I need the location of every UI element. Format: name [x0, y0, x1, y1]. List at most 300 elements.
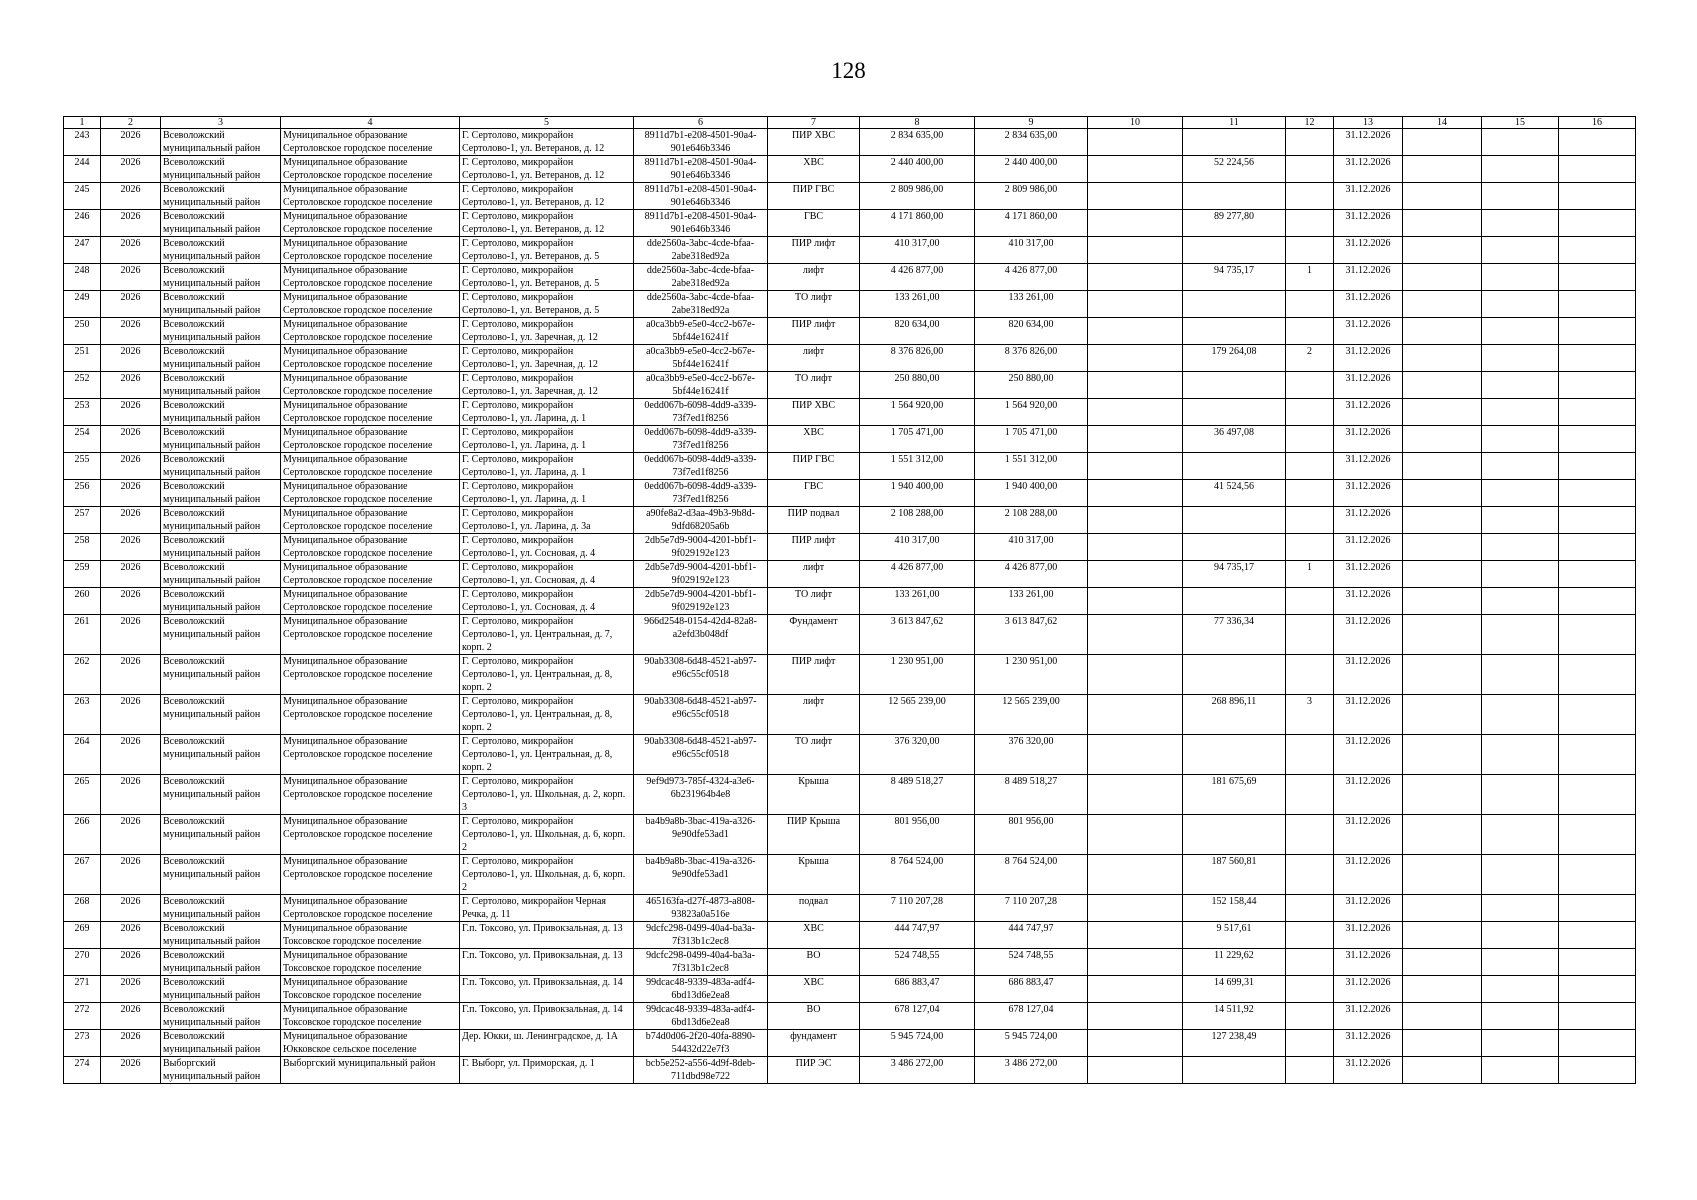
- work-type-cell: ПИР подвал: [768, 507, 860, 534]
- work-type-cell: ХВС: [768, 922, 860, 949]
- municipality-cell: Муниципальное образование Токсовское городское поселение: [281, 949, 460, 976]
- amount-cell: 524 748,55: [860, 949, 975, 976]
- table-row: [64, 534, 1636, 561]
- col11-cell: [1183, 237, 1286, 264]
- col14-cell: [1403, 129, 1482, 156]
- year-cell: 2026: [101, 922, 161, 949]
- amount-total-cell: 801 956,00: [975, 815, 1088, 855]
- table-row: [64, 922, 1636, 949]
- table-row: [64, 426, 1636, 453]
- municipality-cell: Муниципальное образование Сертоловское городское поселение: [281, 855, 460, 895]
- col14-cell: [1403, 183, 1482, 210]
- municipality-cell: Муниципальное образование Сертоловское городское поселение: [281, 775, 460, 815]
- header-cell-13: 13: [1334, 117, 1403, 129]
- amount-total-cell: 4 426 877,00: [975, 264, 1088, 291]
- amount-cell: 1 551 312,00: [860, 453, 975, 480]
- col12-cell: 3: [1286, 695, 1334, 735]
- col10-cell: [1088, 815, 1183, 855]
- year-cell: 2026: [101, 735, 161, 775]
- guid-cell: 8911d7b1-e208-4501-90a4-901e646b3346: [634, 129, 768, 156]
- col15-cell: [1482, 695, 1559, 735]
- col14-cell: [1403, 318, 1482, 345]
- row-number-cell: 247: [64, 237, 101, 264]
- col11-cell: [1183, 129, 1286, 156]
- col16-cell: [1559, 426, 1636, 453]
- municipality-cell: Муниципальное образование Сертоловское городское поселение: [281, 895, 460, 922]
- municipality-cell: Муниципальное образование Юкковское сельское поселение: [281, 1030, 460, 1057]
- col11-cell: 9 517,61: [1183, 922, 1286, 949]
- col16-cell: [1559, 480, 1636, 507]
- work-type-cell: ГВС: [768, 210, 860, 237]
- col14-cell: [1403, 949, 1482, 976]
- year-cell: 2026: [101, 210, 161, 237]
- deadline-cell: 31.12.2026: [1334, 372, 1403, 399]
- amount-total-cell: 678 127,04: [975, 1003, 1088, 1030]
- municipality-cell: Муниципальное образование Сертоловское городское поселение: [281, 156, 460, 183]
- header-cell-12: 12: [1286, 117, 1334, 129]
- amount-cell: 376 320,00: [860, 735, 975, 775]
- amount-total-cell: 4 171 860,00: [975, 210, 1088, 237]
- year-cell: 2026: [101, 1003, 161, 1030]
- row-number-cell: 258: [64, 534, 101, 561]
- deadline-cell: 31.12.2026: [1334, 655, 1403, 695]
- amount-cell: 410 317,00: [860, 534, 975, 561]
- district-cell: Всеволожский муниципальный район: [161, 399, 281, 426]
- municipality-cell: Муниципальное образование Сертоловское городское поселение: [281, 129, 460, 156]
- deadline-cell: 31.12.2026: [1334, 615, 1403, 655]
- col10-cell: [1088, 210, 1183, 237]
- work-type-cell: ВО: [768, 1003, 860, 1030]
- address-cell: Г. Сертолово, микрорайон Сертолово-1, ул. Ветеранов, д. 12: [460, 210, 634, 237]
- amount-total-cell: 1 940 400,00: [975, 480, 1088, 507]
- guid-cell: 2db5e7d9-9004-4201-bbf1-9f029192e123: [634, 561, 768, 588]
- row-number-cell: 257: [64, 507, 101, 534]
- col10-cell: [1088, 183, 1183, 210]
- year-cell: 2026: [101, 976, 161, 1003]
- table-row: [64, 976, 1636, 1003]
- amount-cell: 250 880,00: [860, 372, 975, 399]
- col16-cell: [1559, 264, 1636, 291]
- col10-cell: [1088, 615, 1183, 655]
- municipality-cell: Муниципальное образование Сертоловское городское поселение: [281, 480, 460, 507]
- amount-total-cell: 8 376 826,00: [975, 345, 1088, 372]
- year-cell: 2026: [101, 588, 161, 615]
- work-type-cell: ТО лифт: [768, 735, 860, 775]
- col11-cell: [1183, 372, 1286, 399]
- col12-cell: [1286, 129, 1334, 156]
- municipality-cell: Муниципальное образование Сертоловское городское поселение: [281, 210, 460, 237]
- table-row: [64, 588, 1636, 615]
- deadline-cell: 31.12.2026: [1334, 399, 1403, 426]
- col11-cell: 179 264,08: [1183, 345, 1286, 372]
- amount-cell: 820 634,00: [860, 318, 975, 345]
- district-cell: Всеволожский муниципальный район: [161, 949, 281, 976]
- work-type-cell: ПИР лифт: [768, 318, 860, 345]
- amount-cell: 2 809 986,00: [860, 183, 975, 210]
- district-cell: Выборгский муниципальный район: [161, 1057, 281, 1084]
- amount-total-cell: 1 551 312,00: [975, 453, 1088, 480]
- col12-cell: [1286, 895, 1334, 922]
- col16-cell: [1559, 561, 1636, 588]
- col12-cell: [1286, 815, 1334, 855]
- col16-cell: [1559, 453, 1636, 480]
- deadline-cell: 31.12.2026: [1334, 507, 1403, 534]
- col14-cell: [1403, 399, 1482, 426]
- district-cell: Всеволожский муниципальный район: [161, 735, 281, 775]
- district-cell: Всеволожский муниципальный район: [161, 291, 281, 318]
- col16-cell: [1559, 156, 1636, 183]
- col14-cell: [1403, 156, 1482, 183]
- row-number-cell: 250: [64, 318, 101, 345]
- year-cell: 2026: [101, 949, 161, 976]
- amount-cell: 133 261,00: [860, 588, 975, 615]
- deadline-cell: 31.12.2026: [1334, 291, 1403, 318]
- guid-cell: 90ab3308-6d48-4521-ab97-e96c55cf0518: [634, 695, 768, 735]
- guid-cell: 8911d7b1-e208-4501-90a4-901e646b3346: [634, 183, 768, 210]
- col11-cell: 127 238,49: [1183, 1030, 1286, 1057]
- row-number-cell: 245: [64, 183, 101, 210]
- amount-cell: 2 834 635,00: [860, 129, 975, 156]
- col15-cell: [1482, 561, 1559, 588]
- deadline-cell: 31.12.2026: [1334, 426, 1403, 453]
- col15-cell: [1482, 129, 1559, 156]
- deadline-cell: 31.12.2026: [1334, 534, 1403, 561]
- district-cell: Всеволожский муниципальный район: [161, 695, 281, 735]
- col15-cell: [1482, 480, 1559, 507]
- address-cell: Г. Выборг, ул. Приморская, д. 1: [460, 1057, 634, 1084]
- col16-cell: [1559, 976, 1636, 1003]
- guid-cell: a0ca3bb9-e5e0-4cc2-b67e-5bf44e16241f: [634, 345, 768, 372]
- col10-cell: [1088, 318, 1183, 345]
- municipality-cell: Муниципальное образование Сертоловское городское поселение: [281, 426, 460, 453]
- col10-cell: [1088, 129, 1183, 156]
- col15-cell: [1482, 949, 1559, 976]
- deadline-cell: 31.12.2026: [1334, 264, 1403, 291]
- district-cell: Всеволожский муниципальный район: [161, 264, 281, 291]
- amount-total-cell: 250 880,00: [975, 372, 1088, 399]
- amount-total-cell: 133 261,00: [975, 291, 1088, 318]
- col16-cell: [1559, 183, 1636, 210]
- address-cell: Дер. Юкки, ш. Ленинградское, д. 1А: [460, 1030, 634, 1057]
- row-number-cell: 254: [64, 426, 101, 453]
- col10-cell: [1088, 1057, 1183, 1084]
- work-type-cell: ХВС: [768, 976, 860, 1003]
- table-row: [64, 775, 1636, 815]
- amount-total-cell: 8 489 518,27: [975, 775, 1088, 815]
- col15-cell: [1482, 237, 1559, 264]
- col10-cell: [1088, 1003, 1183, 1030]
- work-type-cell: лифт: [768, 264, 860, 291]
- year-cell: 2026: [101, 534, 161, 561]
- district-cell: Всеволожский муниципальный район: [161, 615, 281, 655]
- col14-cell: [1403, 735, 1482, 775]
- col11-cell: 94 735,17: [1183, 561, 1286, 588]
- deadline-cell: 31.12.2026: [1334, 237, 1403, 264]
- district-cell: Всеволожский муниципальный район: [161, 129, 281, 156]
- amount-total-cell: 2 108 288,00: [975, 507, 1088, 534]
- col12-cell: [1286, 1057, 1334, 1084]
- amount-total-cell: 3 613 847,62: [975, 615, 1088, 655]
- guid-cell: ba4b9a8b-3bac-419a-a326-9e90dfe53ad1: [634, 815, 768, 855]
- col16-cell: [1559, 399, 1636, 426]
- header-cell-10: 10: [1088, 117, 1183, 129]
- table-row: [64, 507, 1636, 534]
- district-cell: Всеволожский муниципальный район: [161, 480, 281, 507]
- year-cell: 2026: [101, 345, 161, 372]
- table-row: [64, 345, 1636, 372]
- address-cell: Г. Сертолово, микрорайон Сертолово-1, ул. Сосновая, д. 4: [460, 534, 634, 561]
- amount-total-cell: 2 809 986,00: [975, 183, 1088, 210]
- address-cell: Г. Сертолово, микрорайон Сертолово-1, ул. Ветеранов, д. 5: [460, 264, 634, 291]
- district-cell: Всеволожский муниципальный район: [161, 922, 281, 949]
- table-row: [64, 129, 1636, 156]
- amount-total-cell: 133 261,00: [975, 588, 1088, 615]
- row-number-cell: 248: [64, 264, 101, 291]
- guid-cell: 2db5e7d9-9004-4201-bbf1-9f029192e123: [634, 588, 768, 615]
- col10-cell: [1088, 237, 1183, 264]
- header-cell-4: 4: [281, 117, 460, 129]
- address-cell: Г. Сертолово, микрорайон Сертолово-1, ул. Центральная, д. 8, корп. 2: [460, 655, 634, 695]
- col10-cell: [1088, 345, 1183, 372]
- col12-cell: [1286, 1030, 1334, 1057]
- col11-cell: 89 277,80: [1183, 210, 1286, 237]
- amount-total-cell: 8 764 524,00: [975, 855, 1088, 895]
- table-row: [64, 372, 1636, 399]
- municipality-cell: Муниципальное образование Сертоловское городское поселение: [281, 655, 460, 695]
- col14-cell: [1403, 480, 1482, 507]
- address-cell: Г. Сертолово, микрорайон Сертолово-1, ул. Центральная, д. 8, корп. 2: [460, 735, 634, 775]
- municipality-cell: Муниципальное образование Сертоловское городское поселение: [281, 507, 460, 534]
- address-cell: Г. Сертолово, микрорайон Сертолово-1, ул. Сосновая, д. 4: [460, 588, 634, 615]
- col10-cell: [1088, 695, 1183, 735]
- amount-total-cell: 1 230 951,00: [975, 655, 1088, 695]
- col11-cell: 152 158,44: [1183, 895, 1286, 922]
- address-cell: Г.п. Токсово, ул. Привокзальная, д. 13: [460, 949, 634, 976]
- year-cell: 2026: [101, 183, 161, 210]
- col11-cell: 14 511,92: [1183, 1003, 1286, 1030]
- municipality-cell: Муниципальное образование Сертоловское городское поселение: [281, 399, 460, 426]
- address-cell: Г. Сертолово, микрорайон Сертолово-1, ул. Заречная, д. 12: [460, 372, 634, 399]
- col11-cell: 14 699,31: [1183, 976, 1286, 1003]
- municipality-cell: Муниципальное образование Токсовское городское поселение: [281, 976, 460, 1003]
- header-cell-14: 14: [1403, 117, 1482, 129]
- col14-cell: [1403, 372, 1482, 399]
- district-cell: Всеволожский муниципальный район: [161, 210, 281, 237]
- amount-cell: 1 705 471,00: [860, 426, 975, 453]
- col16-cell: [1559, 1030, 1636, 1057]
- col10-cell: [1088, 588, 1183, 615]
- amount-cell: 8 376 826,00: [860, 345, 975, 372]
- col16-cell: [1559, 318, 1636, 345]
- col14-cell: [1403, 210, 1482, 237]
- amount-cell: 8 764 524,00: [860, 855, 975, 895]
- col10-cell: [1088, 1030, 1183, 1057]
- year-cell: 2026: [101, 399, 161, 426]
- col11-cell: 77 336,34: [1183, 615, 1286, 655]
- col15-cell: [1482, 976, 1559, 1003]
- header-cell-2: 2: [101, 117, 161, 129]
- amount-total-cell: 410 317,00: [975, 534, 1088, 561]
- col16-cell: [1559, 922, 1636, 949]
- amount-total-cell: 5 945 724,00: [975, 1030, 1088, 1057]
- amount-total-cell: 2 834 635,00: [975, 129, 1088, 156]
- amount-total-cell: 1 564 920,00: [975, 399, 1088, 426]
- municipality-cell: Муниципальное образование Токсовское городское поселение: [281, 1003, 460, 1030]
- address-cell: Г. Сертолово, микрорайон Сертолово-1, ул. Центральная, д. 7, корп. 2: [460, 615, 634, 655]
- col14-cell: [1403, 453, 1482, 480]
- deadline-cell: 31.12.2026: [1334, 855, 1403, 895]
- year-cell: 2026: [101, 507, 161, 534]
- district-cell: Всеволожский муниципальный район: [161, 507, 281, 534]
- table-body: [64, 117, 1636, 1084]
- guid-cell: 99dcac48-9339-483a-adf4-6bd13d6e2ea8: [634, 1003, 768, 1030]
- header-cell-3: 3: [161, 117, 281, 129]
- col14-cell: [1403, 695, 1482, 735]
- col12-cell: [1286, 372, 1334, 399]
- col10-cell: [1088, 735, 1183, 775]
- col15-cell: [1482, 291, 1559, 318]
- col15-cell: [1482, 588, 1559, 615]
- deadline-cell: 31.12.2026: [1334, 949, 1403, 976]
- col14-cell: [1403, 291, 1482, 318]
- row-number-cell: 266: [64, 815, 101, 855]
- deadline-cell: 31.12.2026: [1334, 453, 1403, 480]
- table-row: [64, 561, 1636, 588]
- col12-cell: [1286, 588, 1334, 615]
- guid-cell: 99dcac48-9339-483a-adf4-6bd13d6e2ea8: [634, 976, 768, 1003]
- row-number-cell: 273: [64, 1030, 101, 1057]
- amount-cell: 2 440 400,00: [860, 156, 975, 183]
- col11-cell: 268 896,11: [1183, 695, 1286, 735]
- year-cell: 2026: [101, 156, 161, 183]
- col10-cell: [1088, 264, 1183, 291]
- col11-cell: [1183, 318, 1286, 345]
- col11-cell: 181 675,69: [1183, 775, 1286, 815]
- amount-total-cell: 686 883,47: [975, 976, 1088, 1003]
- guid-cell: dde2560a-3abc-4cde-bfaa-2abe318ed92a: [634, 264, 768, 291]
- amount-total-cell: 2 440 400,00: [975, 156, 1088, 183]
- table-row: [64, 453, 1636, 480]
- header-cell-16: 16: [1559, 117, 1636, 129]
- amount-total-cell: 1 705 471,00: [975, 426, 1088, 453]
- year-cell: 2026: [101, 372, 161, 399]
- col12-cell: [1286, 156, 1334, 183]
- col10-cell: [1088, 507, 1183, 534]
- row-number-cell: 255: [64, 453, 101, 480]
- address-cell: Г. Сертолово, микрорайон Сертолово-1, ул. Центральная, д. 8, корп. 2: [460, 695, 634, 735]
- work-type-cell: подвал: [768, 895, 860, 922]
- row-number-cell: 264: [64, 735, 101, 775]
- year-cell: 2026: [101, 695, 161, 735]
- deadline-cell: 31.12.2026: [1334, 1030, 1403, 1057]
- col12-cell: 1: [1286, 264, 1334, 291]
- work-type-cell: ПИР лифт: [768, 655, 860, 695]
- amount-cell: 444 747,97: [860, 922, 975, 949]
- guid-cell: 90ab3308-6d48-4521-ab97-e96c55cf0518: [634, 735, 768, 775]
- guid-cell: a0ca3bb9-e5e0-4cc2-b67e-5bf44e16241f: [634, 318, 768, 345]
- row-number-cell: 261: [64, 615, 101, 655]
- district-cell: Всеволожский муниципальный район: [161, 453, 281, 480]
- col10-cell: [1088, 895, 1183, 922]
- col10-cell: [1088, 372, 1183, 399]
- address-cell: Г. Сертолово, микрорайон Сертолово-1, ул. Школьная, д. 6, корп. 2: [460, 855, 634, 895]
- col16-cell: [1559, 895, 1636, 922]
- deadline-cell: 31.12.2026: [1334, 561, 1403, 588]
- work-type-cell: лифт: [768, 345, 860, 372]
- amount-cell: 12 565 239,00: [860, 695, 975, 735]
- work-type-cell: ВО: [768, 949, 860, 976]
- row-number-cell: 265: [64, 775, 101, 815]
- work-type-cell: лифт: [768, 695, 860, 735]
- deadline-cell: 31.12.2026: [1334, 318, 1403, 345]
- district-cell: Всеволожский муниципальный район: [161, 588, 281, 615]
- address-cell: Г. Сертолово, микрорайон Сертолово-1, ул. Ларина, д. 1: [460, 453, 634, 480]
- municipality-cell: Муниципальное образование Сертоловское городское поселение: [281, 264, 460, 291]
- municipality-cell: Муниципальное образование Сертоловское городское поселение: [281, 345, 460, 372]
- row-number-cell: 270: [64, 949, 101, 976]
- work-type-cell: ТО лифт: [768, 291, 860, 318]
- col11-cell: 36 497,08: [1183, 426, 1286, 453]
- col16-cell: [1559, 237, 1636, 264]
- amount-cell: 7 110 207,28: [860, 895, 975, 922]
- work-type-cell: ПИР лифт: [768, 237, 860, 264]
- municipality-cell: Муниципальное образование Сертоловское городское поселение: [281, 695, 460, 735]
- municipality-cell: Муниципальное образование Сертоловское городское поселение: [281, 183, 460, 210]
- amount-cell: 4 426 877,00: [860, 561, 975, 588]
- col10-cell: [1088, 156, 1183, 183]
- col10-cell: [1088, 655, 1183, 695]
- col14-cell: [1403, 264, 1482, 291]
- amount-cell: 133 261,00: [860, 291, 975, 318]
- table-row: [64, 183, 1636, 210]
- year-cell: 2026: [101, 318, 161, 345]
- row-number-cell: 274: [64, 1057, 101, 1084]
- table-row: [64, 1030, 1636, 1057]
- work-type-cell: ХВС: [768, 426, 860, 453]
- amount-total-cell: 3 486 272,00: [975, 1057, 1088, 1084]
- address-cell: Г. Сертолово, микрорайон Сертолово-1, ул. Школьная, д. 6, корп. 2: [460, 815, 634, 855]
- guid-cell: 465163fa-d27f-4873-a808-93823a0a516e: [634, 895, 768, 922]
- amount-total-cell: 7 110 207,28: [975, 895, 1088, 922]
- col12-cell: [1286, 318, 1334, 345]
- guid-cell: ba4b9a8b-3bac-419a-a326-9e90dfe53ad1: [634, 855, 768, 895]
- municipality-cell: Муниципальное образование Сертоловское городское поселение: [281, 453, 460, 480]
- col12-cell: [1286, 775, 1334, 815]
- amount-total-cell: 376 320,00: [975, 735, 1088, 775]
- row-number-cell: 251: [64, 345, 101, 372]
- year-cell: 2026: [101, 895, 161, 922]
- year-cell: 2026: [101, 426, 161, 453]
- municipality-cell: Муниципальное образование Сертоловское городское поселение: [281, 815, 460, 855]
- municipality-cell: Муниципальное образование Сертоловское городское поселение: [281, 291, 460, 318]
- year-cell: 2026: [101, 264, 161, 291]
- col11-cell: [1183, 507, 1286, 534]
- col14-cell: [1403, 1030, 1482, 1057]
- guid-cell: 0edd067b-6098-4dd9-a339-73f7ed1f8256: [634, 426, 768, 453]
- guid-cell: dde2560a-3abc-4cde-bfaa-2abe318ed92a: [634, 291, 768, 318]
- col15-cell: [1482, 1057, 1559, 1084]
- work-type-cell: лифт: [768, 561, 860, 588]
- deadline-cell: 31.12.2026: [1334, 345, 1403, 372]
- col15-cell: [1482, 735, 1559, 775]
- amount-total-cell: 4 426 877,00: [975, 561, 1088, 588]
- col11-cell: [1183, 399, 1286, 426]
- district-cell: Всеволожский муниципальный район: [161, 895, 281, 922]
- work-type-cell: Фундамент: [768, 615, 860, 655]
- header-cell-9: 9: [975, 117, 1088, 129]
- year-cell: 2026: [101, 291, 161, 318]
- amount-cell: 1 940 400,00: [860, 480, 975, 507]
